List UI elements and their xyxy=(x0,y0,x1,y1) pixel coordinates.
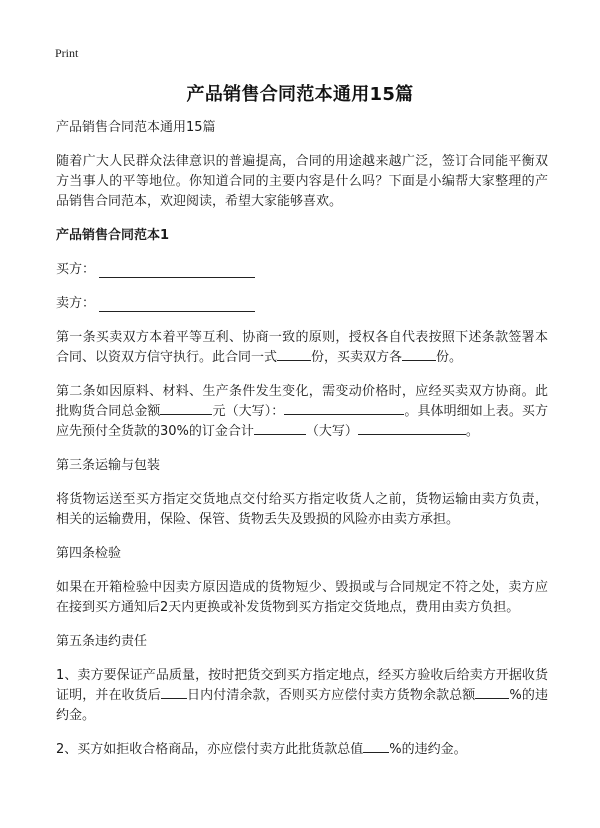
article-1 xyxy=(56,328,548,368)
article-3-body: 将货物运送至买方指定交货地点交付给买方指定收货人之前，货物运输由卖方负责，相关的运输费用，保险、保管、货物丢失及毁损的风险亦由卖方承担。 xyxy=(56,492,548,527)
clause-2-text-b: %的违约金。 xyxy=(389,742,467,757)
clause-1-text-c: %的违约金。 xyxy=(56,688,548,723)
reject-percent-blank xyxy=(363,740,389,753)
print-label: Print xyxy=(55,46,79,60)
amount-words-blank xyxy=(284,402,404,415)
article-5-clause-2 xyxy=(56,740,548,760)
penalty-percent-blank xyxy=(475,686,509,699)
section-title: 产品销售合同范本1 xyxy=(56,228,170,243)
clause-1-text-b: 日内付清余款，否则买方应偿付卖方货物余款总额 xyxy=(186,688,476,703)
article-2-text-a: 第二条如因原料、材料、生产条件发生变化，需变动价格时，应经买卖双方协商。此批购货合同总金额 xyxy=(56,384,548,419)
article-2-text-d: （大写） xyxy=(305,424,358,439)
seller-line xyxy=(56,294,548,314)
seller-blank xyxy=(99,297,255,312)
document-title: 产品销售合同范本通用15篇 xyxy=(186,84,414,105)
seller-label: 卖方： xyxy=(56,296,96,311)
clause-1-text-a: 1、卖方要保证产品质量，按时把货交到买方指定地点，经买方验收后给卖方开据收货证明，并在收货后 xyxy=(56,668,548,703)
amount-blank xyxy=(160,402,212,415)
article-5-clause-1 xyxy=(56,666,548,726)
article-1-text-a: 第一条买卖双方本着平等互利、协商一致的原则，授权各自代表按照下述条款签署本合同、以资双方信守执行。此合同一式 xyxy=(56,330,548,365)
article-3-title: 第三条运输与包装 xyxy=(56,458,161,473)
article-2-text-e: 。 xyxy=(465,424,479,439)
intro-paragraph: 随着广大人民群众法律意识的普遍提高，合同的用途越来越广泛，签订合同能平衡双方当事人的平等地位。你知道合同的主要内容是什么吗？下面是小编帮大家整理的产品销售合同范本，欢迎阅读，希望大家能够喜欢。 xyxy=(56,154,548,209)
copies-blank xyxy=(277,348,311,361)
article-1-text-b: 份，买卖双方各 xyxy=(311,350,403,365)
article-5-title: 第五条违约责任 xyxy=(56,634,148,649)
document-subtitle: 产品销售合同范本通用15篇 xyxy=(56,120,216,135)
copies-each-blank xyxy=(402,348,436,361)
article-2-text-c: 。具体明细如上表。买方应先预付全货款的30%的订金合计 xyxy=(56,404,548,439)
document-body xyxy=(56,118,548,774)
deposit-words-blank xyxy=(358,422,466,435)
article-4-title: 第四条检验 xyxy=(56,546,122,561)
buyer-blank xyxy=(99,263,255,278)
article-1-text-c: 份。 xyxy=(436,350,463,365)
days-blank xyxy=(161,686,187,699)
article-2-text-b: 元（大写）： xyxy=(212,404,285,419)
article-2 xyxy=(56,382,548,442)
article-4-body: 如果在开箱检验中因卖方原因造成的货物短少、毁损或与合同规定不符之处，卖方应在接到买方通知后2天内更换或补发货物到买方指定交货地点，费用由卖方负担。 xyxy=(56,580,548,615)
buyer-label: 买方： xyxy=(56,262,96,277)
deposit-blank xyxy=(254,422,306,435)
clause-2-text-a: 2、买方如拒收合格商品，亦应偿付卖方此批货款总值 xyxy=(56,742,364,757)
buyer-line xyxy=(56,260,548,280)
